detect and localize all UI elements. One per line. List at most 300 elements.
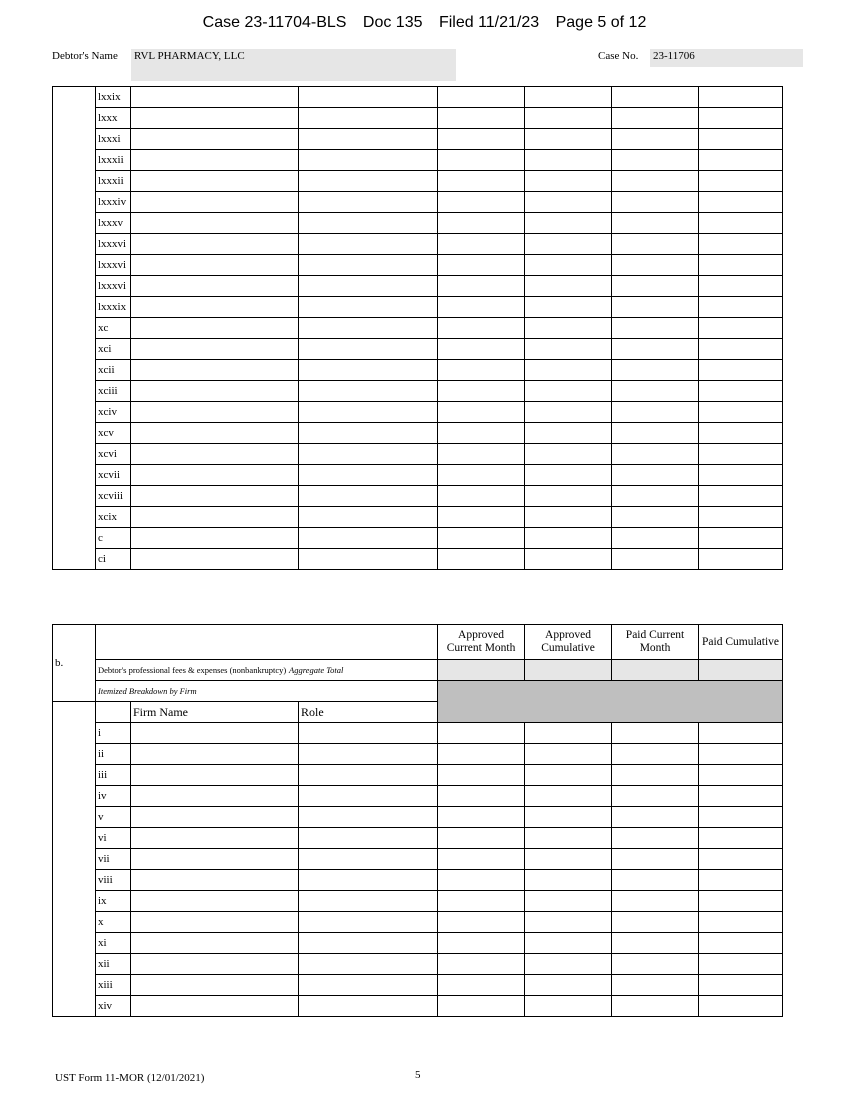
doc-number: Doc 135: [362, 14, 423, 31]
section-letter: [53, 625, 96, 702]
paid-cumulative-cell[interactable]: [699, 507, 783, 528]
paid-cumulative-cell[interactable]: [699, 528, 783, 549]
paid-current-cell[interactable]: [612, 360, 699, 381]
table-row: [53, 297, 783, 318]
role-cell[interactable]: [299, 744, 438, 765]
professional-fees-table: [52, 624, 783, 1017]
approved-current-cell[interactable]: [438, 912, 525, 933]
paid-current-cell[interactable]: [612, 276, 699, 297]
paid-current-cell[interactable]: [612, 891, 699, 912]
approved-cumulative-cell[interactable]: [525, 828, 612, 849]
row-index: xciii: [96, 381, 131, 402]
row-index: iii: [96, 765, 131, 786]
firm-name-cell[interactable]: [131, 723, 299, 744]
paid-cumulative-cell[interactable]: [699, 954, 783, 975]
role-cell[interactable]: [299, 723, 438, 744]
paid-current-cell[interactable]: [612, 129, 699, 150]
role-cell[interactable]: [299, 996, 438, 1017]
approved-cumulative-cell[interactable]: [525, 423, 612, 444]
role-cell[interactable]: [299, 975, 438, 996]
firm-name-cell[interactable]: [131, 150, 299, 171]
paid-current-cell[interactable]: [612, 423, 699, 444]
paid-cumulative-cell[interactable]: [699, 360, 783, 381]
paid-cumulative-cell[interactable]: [699, 339, 783, 360]
firm-name-cell[interactable]: [131, 192, 299, 213]
paid-cumulative-cell[interactable]: [699, 933, 783, 954]
row-index: xiv: [96, 996, 131, 1017]
paid-cumulative-cell[interactable]: [699, 891, 783, 912]
table-row: [53, 423, 783, 444]
firm-name-cell[interactable]: [131, 318, 299, 339]
approved-current-cell[interactable]: [438, 255, 525, 276]
section-spacer: [53, 723, 96, 744]
table-row: [53, 933, 783, 954]
role-cell[interactable]: [299, 765, 438, 786]
approved-current-cell[interactable]: [438, 87, 525, 108]
row-index: ix: [96, 891, 131, 912]
approved-current-cell[interactable]: [438, 996, 525, 1017]
table-row: [53, 975, 783, 996]
approved-current-cell[interactable]: [438, 234, 525, 255]
table-row: [53, 171, 783, 192]
approved-current-cell[interactable]: [438, 954, 525, 975]
role-cell[interactable]: [299, 339, 438, 360]
approved-cumulative-cell[interactable]: [525, 786, 612, 807]
paid-current-cell[interactable]: [612, 954, 699, 975]
section-spacer: [53, 996, 96, 1017]
approved-cumulative-cell[interactable]: [525, 297, 612, 318]
paid-cumulative-cell[interactable]: [699, 486, 783, 507]
role-cell[interactable]: [299, 444, 438, 465]
section-spacer: [53, 87, 96, 570]
row-index: lxxxvi: [96, 234, 131, 255]
itemized-shaded-area: [438, 681, 783, 723]
firm-header-spacer: [53, 702, 96, 723]
row-index: lxxxi: [96, 129, 131, 150]
aggregate-total-label: Aggregate Total: [289, 665, 344, 675]
case-number-header: Case 23-11704-BLS: [202, 14, 347, 31]
approved-current-cell[interactable]: [438, 744, 525, 765]
approved-current-cell[interactable]: [438, 108, 525, 129]
section-spacer: [53, 954, 96, 975]
table-row: [53, 318, 783, 339]
aggregate-label-cell: [96, 660, 438, 681]
role-cell[interactable]: [299, 870, 438, 891]
firm-name-cell[interactable]: [131, 870, 299, 891]
approved-cumulative-cell[interactable]: [525, 486, 612, 507]
role-cell[interactable]: [299, 423, 438, 444]
aggregate-label: Debtor's professional fees & expenses (nonbankruptcy): [98, 665, 287, 675]
table-row: [53, 486, 783, 507]
role-cell[interactable]: [299, 108, 438, 129]
table-row: [53, 549, 783, 570]
approved-cumulative-cell[interactable]: [525, 933, 612, 954]
role-cell[interactable]: [299, 213, 438, 234]
approved-current-cell[interactable]: [438, 975, 525, 996]
paid-current-cell[interactable]: [612, 786, 699, 807]
paid-cumulative-cell[interactable]: [699, 444, 783, 465]
row-index: c: [96, 528, 131, 549]
approved-cumulative-cell[interactable]: [525, 528, 612, 549]
row-index: lxxxv: [96, 213, 131, 234]
table-row: [53, 255, 783, 276]
form-footer: UST Form 11-MOR (12/01/2021): [55, 1072, 205, 1084]
paid-current-cell[interactable]: [612, 465, 699, 486]
role-cell[interactable]: [299, 891, 438, 912]
approved-current-cell[interactable]: [438, 213, 525, 234]
role-cell[interactable]: [299, 318, 438, 339]
table-row: [53, 87, 783, 108]
paid-cumulative-cell[interactable]: [699, 549, 783, 570]
paid-cumulative-cell[interactable]: [699, 912, 783, 933]
firm-name-cell[interactable]: [131, 828, 299, 849]
paid-current-cell[interactable]: [612, 744, 699, 765]
paid-cumulative-cell[interactable]: [699, 744, 783, 765]
role-cell[interactable]: [299, 234, 438, 255]
firm-name-cell[interactable]: [131, 996, 299, 1017]
paid-current-cell[interactable]: [612, 297, 699, 318]
row-index: xii: [96, 954, 131, 975]
agg-paid-cumulative[interactable]: [699, 660, 783, 681]
aggregate-row: [53, 660, 783, 681]
approved-cumulative-cell[interactable]: [525, 150, 612, 171]
role-cell[interactable]: [299, 255, 438, 276]
table-row: [53, 129, 783, 150]
fees-table-continued: [52, 86, 783, 570]
approved-cumulative-cell[interactable]: [525, 255, 612, 276]
paid-current-cell[interactable]: [612, 318, 699, 339]
table-row: [53, 828, 783, 849]
approved-current-cell[interactable]: [438, 786, 525, 807]
paid-current-cell[interactable]: [612, 171, 699, 192]
table-row: [53, 381, 783, 402]
role-cell[interactable]: [299, 276, 438, 297]
firm-name-cell[interactable]: [131, 486, 299, 507]
paid-current-cell[interactable]: [612, 402, 699, 423]
firm-name-cell[interactable]: [131, 954, 299, 975]
paid-cumulative-cell[interactable]: [699, 192, 783, 213]
firm-name-cell[interactable]: [131, 297, 299, 318]
approved-cumulative-cell[interactable]: [525, 87, 612, 108]
firm-name-cell[interactable]: [131, 465, 299, 486]
row-index: lxxix: [96, 87, 131, 108]
table-row: [53, 108, 783, 129]
paid-cumulative-cell[interactable]: [699, 297, 783, 318]
approved-cumulative-cell[interactable]: [525, 996, 612, 1017]
paid-current-cell[interactable]: [612, 933, 699, 954]
table-row: [53, 786, 783, 807]
row-index: lxxxiv: [96, 192, 131, 213]
table-row: [53, 444, 783, 465]
section-spacer: [53, 891, 96, 912]
paid-current-cell[interactable]: [612, 912, 699, 933]
paid-current-cell[interactable]: [612, 549, 699, 570]
approved-cumulative-cell[interactable]: [525, 339, 612, 360]
firm-name-cell[interactable]: [131, 507, 299, 528]
paid-cumulative-cell[interactable]: [699, 108, 783, 129]
approved-current-cell[interactable]: [438, 465, 525, 486]
col-approved-current-month: Approved Current Month: [438, 625, 525, 660]
approved-cumulative-cell[interactable]: [525, 360, 612, 381]
approved-current-cell[interactable]: [438, 891, 525, 912]
approved-current-cell[interactable]: [438, 150, 525, 171]
paid-current-cell[interactable]: [612, 528, 699, 549]
section-spacer: [53, 975, 96, 996]
paid-current-cell[interactable]: [612, 486, 699, 507]
firm-name-cell[interactable]: [131, 975, 299, 996]
paid-cumulative-cell[interactable]: [699, 975, 783, 996]
paid-cumulative-cell[interactable]: [699, 996, 783, 1017]
approved-current-cell[interactable]: [438, 402, 525, 423]
firm-name-cell[interactable]: [131, 381, 299, 402]
paid-cumulative-cell[interactable]: [699, 381, 783, 402]
approved-cumulative-cell[interactable]: [525, 744, 612, 765]
approved-current-cell[interactable]: [438, 171, 525, 192]
table-row: [53, 402, 783, 423]
role-cell[interactable]: [299, 381, 438, 402]
paid-current-cell[interactable]: [612, 996, 699, 1017]
paid-cumulative-cell[interactable]: [699, 255, 783, 276]
row-index: iv: [96, 786, 131, 807]
paid-current-cell[interactable]: [612, 339, 699, 360]
approved-cumulative-cell[interactable]: [525, 276, 612, 297]
paid-cumulative-cell[interactable]: [699, 423, 783, 444]
paid-current-cell[interactable]: [612, 807, 699, 828]
row-index: xcvi: [96, 444, 131, 465]
firm-name-cell[interactable]: [131, 87, 299, 108]
approved-current-cell[interactable]: [438, 828, 525, 849]
paid-cumulative-cell[interactable]: [699, 234, 783, 255]
approved-cumulative-cell[interactable]: [525, 765, 612, 786]
row-index: lxxxvi: [96, 276, 131, 297]
firm-name-cell[interactable]: [131, 549, 299, 570]
role-cell[interactable]: [299, 402, 438, 423]
approved-cumulative-cell[interactable]: [525, 807, 612, 828]
paid-cumulative-cell[interactable]: [699, 849, 783, 870]
row-index: xcv: [96, 423, 131, 444]
paid-cumulative-cell[interactable]: [699, 786, 783, 807]
firm-name-cell[interactable]: [131, 807, 299, 828]
approved-cumulative-cell[interactable]: [525, 234, 612, 255]
row-index: lxxxii: [96, 150, 131, 171]
role-cell[interactable]: [299, 297, 438, 318]
agg-approved-cumulative[interactable]: [525, 660, 612, 681]
approved-cumulative-cell[interactable]: [525, 891, 612, 912]
firm-name-cell[interactable]: [131, 129, 299, 150]
role-cell[interactable]: [299, 528, 438, 549]
role-cell[interactable]: [299, 486, 438, 507]
paid-current-cell[interactable]: [612, 213, 699, 234]
firm-name-cell[interactable]: [131, 108, 299, 129]
approved-cumulative-cell[interactable]: [525, 402, 612, 423]
firm-name-cell[interactable]: [131, 276, 299, 297]
approved-cumulative-cell[interactable]: [525, 954, 612, 975]
paid-cumulative-cell[interactable]: [699, 402, 783, 423]
role-cell[interactable]: [299, 360, 438, 381]
paid-current-cell[interactable]: [612, 870, 699, 891]
section-spacer: [53, 849, 96, 870]
paid-current-cell[interactable]: [612, 849, 699, 870]
approved-cumulative-cell[interactable]: [525, 507, 612, 528]
table-row: [53, 744, 783, 765]
approved-cumulative-cell[interactable]: [525, 549, 612, 570]
firm-name-cell[interactable]: [131, 339, 299, 360]
firm-name-cell[interactable]: [131, 849, 299, 870]
paid-cumulative-cell[interactable]: [699, 807, 783, 828]
role-cell[interactable]: [299, 912, 438, 933]
paid-cumulative-cell[interactable]: [699, 465, 783, 486]
paid-cumulative-cell[interactable]: [699, 213, 783, 234]
approved-current-cell[interactable]: [438, 849, 525, 870]
agg-paid-current[interactable]: [612, 660, 699, 681]
itemized-label: Itemized Breakdown by Firm: [98, 686, 197, 696]
approved-cumulative-cell[interactable]: [525, 318, 612, 339]
approved-current-cell[interactable]: [438, 318, 525, 339]
paid-cumulative-cell[interactable]: [699, 828, 783, 849]
firm-name-cell[interactable]: [131, 360, 299, 381]
approved-current-cell[interactable]: [438, 528, 525, 549]
firm-name-cell[interactable]: [131, 423, 299, 444]
paid-current-cell[interactable]: [612, 828, 699, 849]
firm-name-cell[interactable]: [131, 933, 299, 954]
role-cell[interactable]: [299, 465, 438, 486]
paid-cumulative-cell[interactable]: [699, 318, 783, 339]
paid-cumulative-cell[interactable]: [699, 276, 783, 297]
role-cell[interactable]: [299, 933, 438, 954]
paid-current-cell[interactable]: [612, 444, 699, 465]
paid-current-cell[interactable]: [612, 150, 699, 171]
approved-current-cell[interactable]: [438, 765, 525, 786]
paid-cumulative-cell[interactable]: [699, 87, 783, 108]
firm-name-cell[interactable]: [131, 255, 299, 276]
approved-cumulative-cell[interactable]: [525, 849, 612, 870]
paid-current-cell[interactable]: [612, 975, 699, 996]
approved-current-cell[interactable]: [438, 807, 525, 828]
firm-name-header: Firm Name: [131, 702, 299, 723]
paid-current-cell[interactable]: [612, 234, 699, 255]
firm-name-cell[interactable]: [131, 234, 299, 255]
paid-current-cell[interactable]: [612, 108, 699, 129]
paid-current-cell[interactable]: [612, 507, 699, 528]
paid-cumulative-cell[interactable]: [699, 870, 783, 891]
approved-current-cell[interactable]: [438, 297, 525, 318]
approved-cumulative-cell[interactable]: [525, 465, 612, 486]
column-header-row: [53, 625, 783, 660]
firm-name-cell[interactable]: [131, 171, 299, 192]
paid-current-cell[interactable]: [612, 87, 699, 108]
table-row: [53, 528, 783, 549]
firm-name-cell[interactable]: [131, 213, 299, 234]
firm-name-cell[interactable]: [131, 744, 299, 765]
role-header: Role: [299, 702, 438, 723]
firm-name-cell[interactable]: [131, 912, 299, 933]
approved-current-cell[interactable]: [438, 339, 525, 360]
approved-current-cell[interactable]: [438, 192, 525, 213]
approved-current-cell[interactable]: [438, 870, 525, 891]
firm-name-cell[interactable]: [131, 528, 299, 549]
case-no-field[interactable]: 23-11706: [650, 49, 803, 67]
role-cell[interactable]: [299, 129, 438, 150]
approved-cumulative-cell[interactable]: [525, 171, 612, 192]
paid-cumulative-cell[interactable]: [699, 765, 783, 786]
role-cell[interactable]: [299, 192, 438, 213]
table-row: [53, 912, 783, 933]
paid-current-cell[interactable]: [612, 723, 699, 744]
table-row: [53, 870, 783, 891]
firm-name-cell[interactable]: [131, 765, 299, 786]
table-row: [53, 507, 783, 528]
section-b-label: b.: [55, 657, 64, 669]
paid-cumulative-cell[interactable]: [699, 129, 783, 150]
approved-cumulative-cell[interactable]: [525, 129, 612, 150]
approved-current-cell[interactable]: [438, 933, 525, 954]
approved-cumulative-cell[interactable]: [525, 192, 612, 213]
approved-current-cell[interactable]: [438, 129, 525, 150]
row-index: xiii: [96, 975, 131, 996]
paid-current-cell[interactable]: [612, 255, 699, 276]
approved-cumulative-cell[interactable]: [525, 108, 612, 129]
approved-current-cell[interactable]: [438, 381, 525, 402]
role-cell[interactable]: [299, 786, 438, 807]
approved-current-cell[interactable]: [438, 276, 525, 297]
role-cell[interactable]: [299, 849, 438, 870]
approved-current-cell[interactable]: [438, 549, 525, 570]
firm-name-cell[interactable]: [131, 444, 299, 465]
firm-name-cell[interactable]: [131, 402, 299, 423]
role-cell[interactable]: [299, 150, 438, 171]
approved-cumulative-cell[interactable]: [525, 444, 612, 465]
approved-cumulative-cell[interactable]: [525, 870, 612, 891]
approved-current-cell[interactable]: [438, 507, 525, 528]
approved-current-cell[interactable]: [438, 360, 525, 381]
role-cell[interactable]: [299, 507, 438, 528]
approved-cumulative-cell[interactable]: [525, 213, 612, 234]
col-approved-cumulative: Approved Cumulative: [525, 625, 612, 660]
paid-current-cell[interactable]: [612, 765, 699, 786]
paid-current-cell[interactable]: [612, 381, 699, 402]
paid-current-cell[interactable]: [612, 192, 699, 213]
firm-name-cell[interactable]: [131, 891, 299, 912]
approved-current-cell[interactable]: [438, 486, 525, 507]
approved-cumulative-cell[interactable]: [525, 723, 612, 744]
approved-cumulative-cell[interactable]: [525, 975, 612, 996]
firm-name-cell[interactable]: [131, 786, 299, 807]
approved-cumulative-cell[interactable]: [525, 912, 612, 933]
approved-current-cell[interactable]: [438, 723, 525, 744]
debtor-name-field[interactable]: RVL PHARMACY, LLC: [131, 49, 456, 81]
row-index: ii: [96, 744, 131, 765]
itemized-label-cell: [96, 681, 438, 702]
agg-approved-current[interactable]: [438, 660, 525, 681]
role-cell[interactable]: [299, 954, 438, 975]
role-cell[interactable]: [299, 171, 438, 192]
approved-current-cell[interactable]: [438, 444, 525, 465]
row-index: xciv: [96, 402, 131, 423]
role-cell[interactable]: [299, 807, 438, 828]
section-spacer: [53, 828, 96, 849]
paid-cumulative-cell[interactable]: [699, 150, 783, 171]
approved-current-cell[interactable]: [438, 423, 525, 444]
approved-cumulative-cell[interactable]: [525, 381, 612, 402]
paid-cumulative-cell[interactable]: [699, 723, 783, 744]
role-cell[interactable]: [299, 549, 438, 570]
role-cell[interactable]: [299, 828, 438, 849]
table-row: [53, 150, 783, 171]
role-cell[interactable]: [299, 87, 438, 108]
paid-cumulative-cell[interactable]: [699, 171, 783, 192]
itemized-row: [53, 681, 783, 702]
table-row: [53, 276, 783, 297]
